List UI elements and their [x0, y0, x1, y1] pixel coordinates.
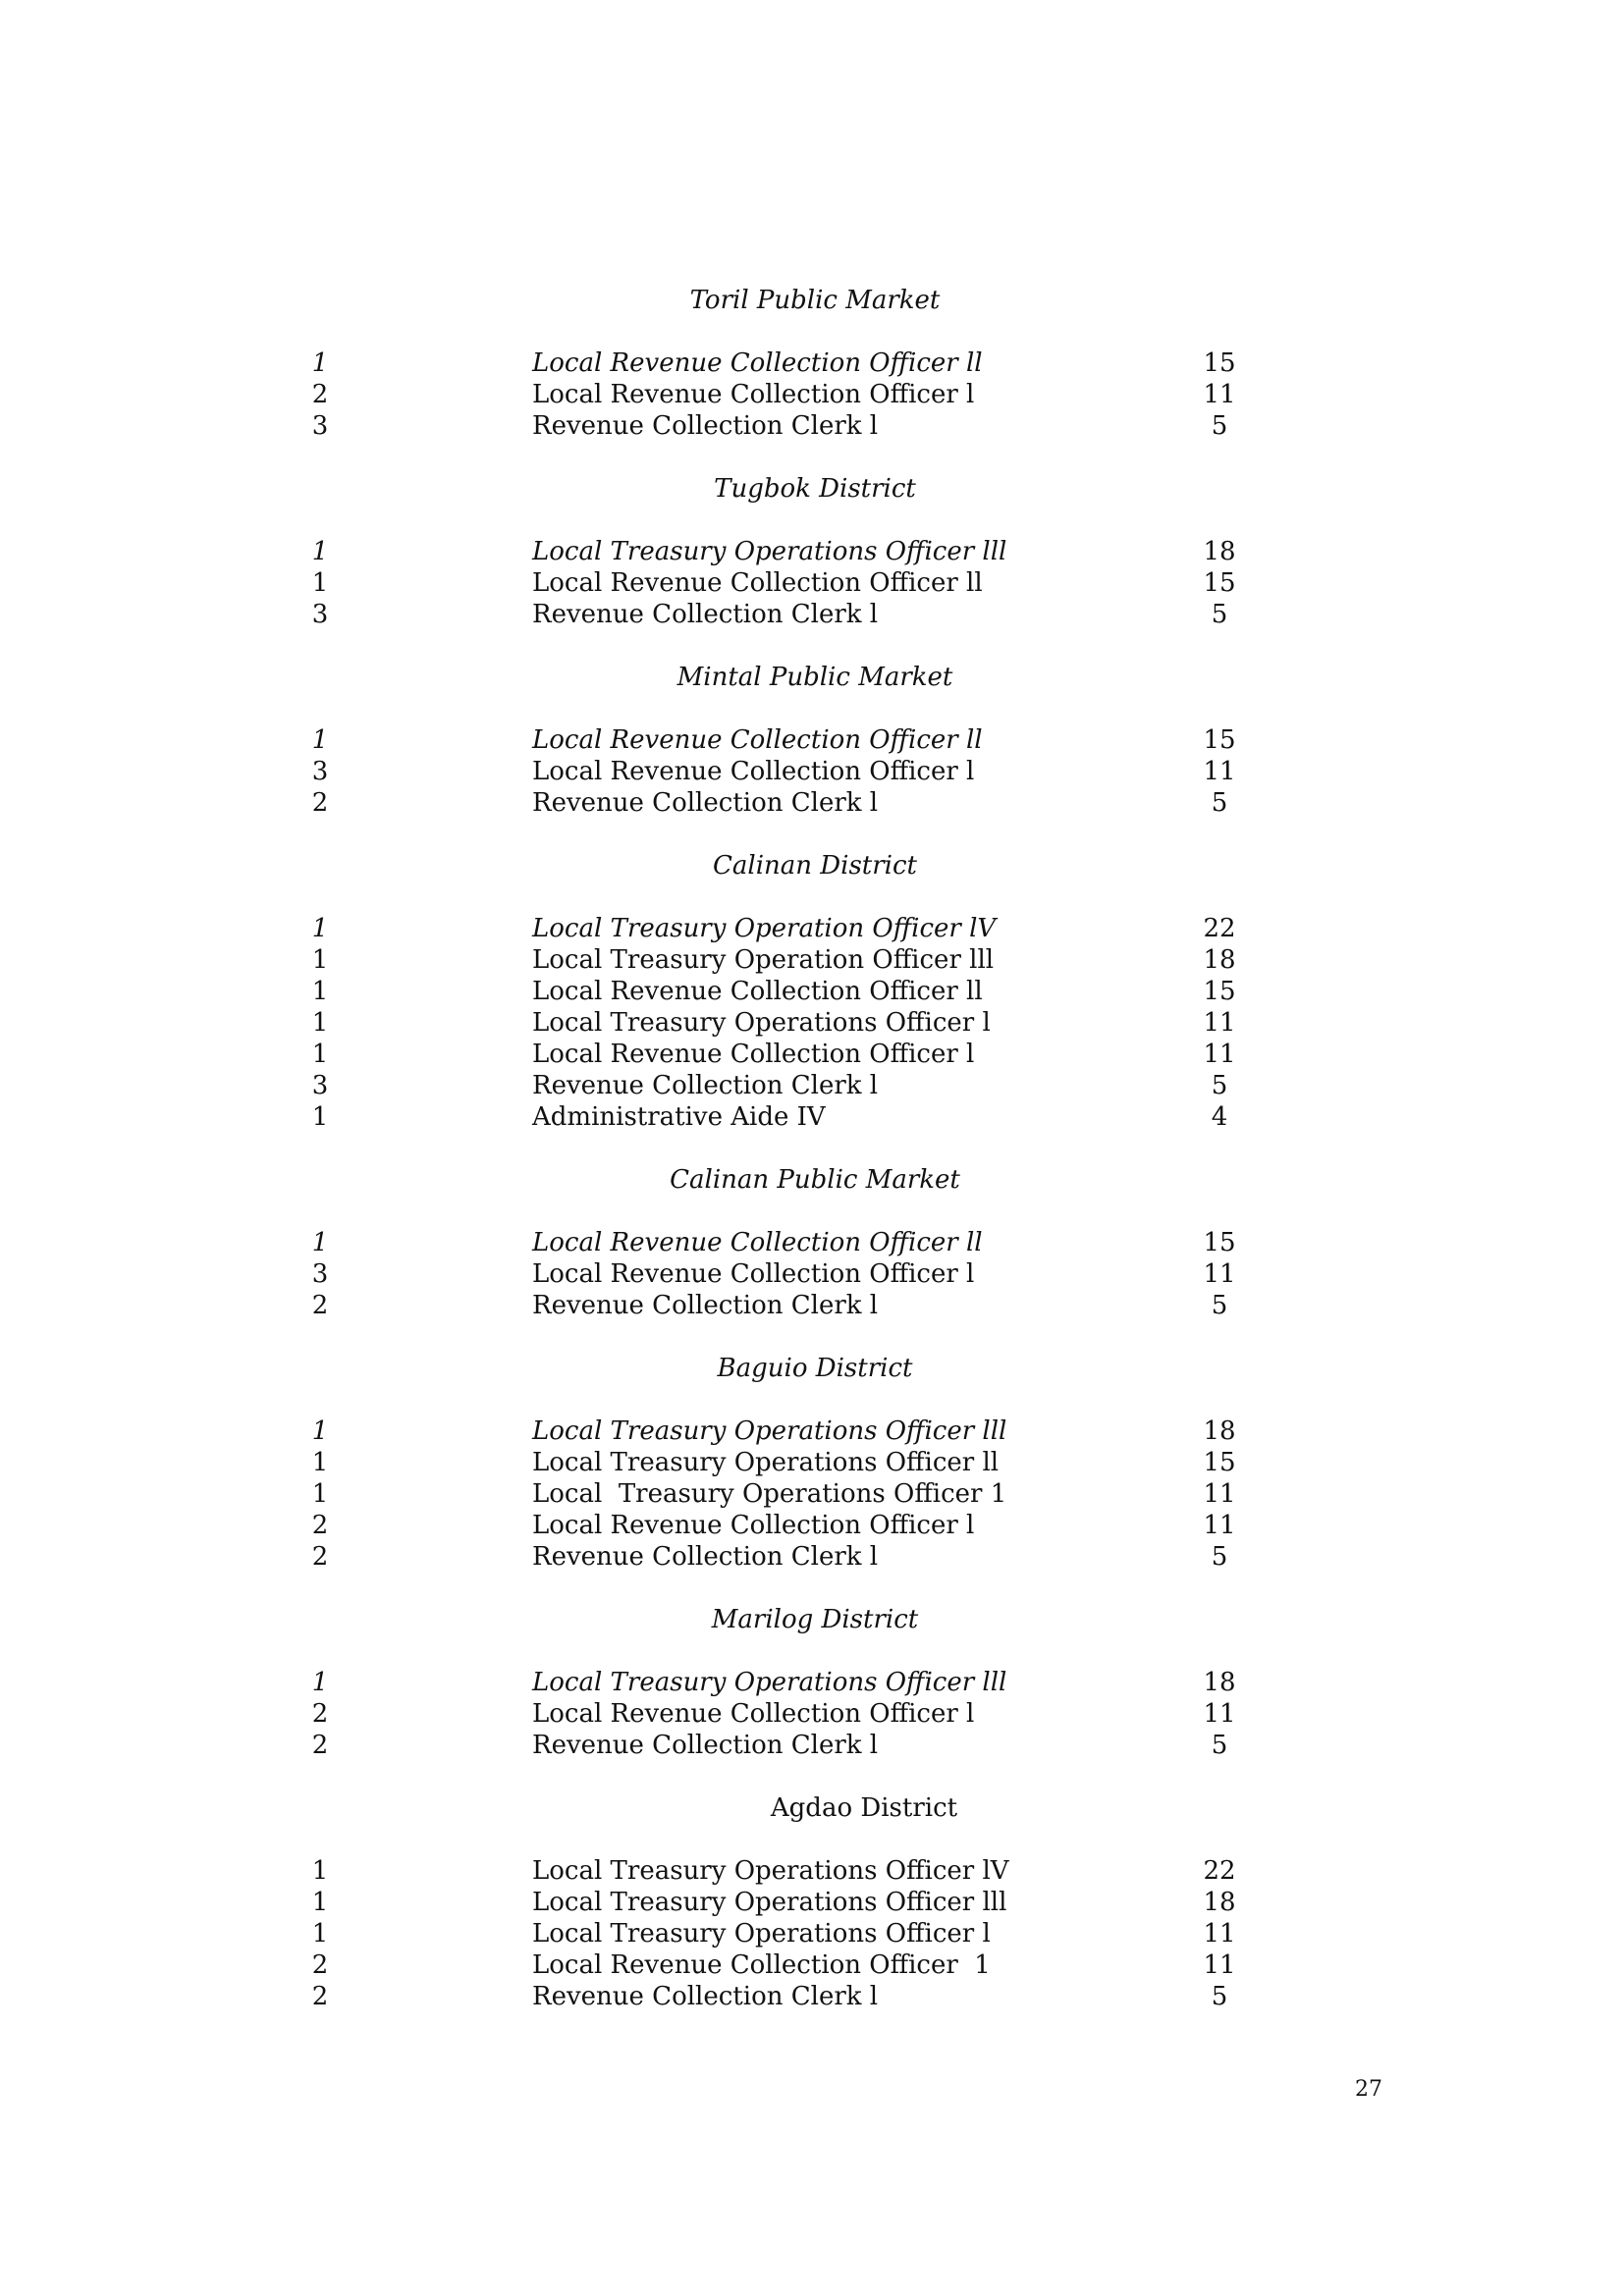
salary-grade: 11: [1203, 1919, 1236, 1949]
position-row: [295, 944, 1276, 976]
section-heading: Baguio District: [717, 1354, 913, 1383]
position-quantity: 1: [311, 1040, 329, 1069]
position-title: Local Revenue Collection Officer ll: [532, 348, 983, 378]
position-quantity: 2: [311, 1950, 329, 1980]
position-title: Local Treasury Operations Officer lll: [532, 1888, 1007, 1917]
position-title: Local Revenue Collection Officer ll: [532, 568, 983, 598]
salary-grade: 18: [1203, 537, 1236, 566]
position-quantity: 2: [311, 1699, 329, 1729]
position-title: Local Treasury Operations Officer 1: [532, 1479, 1007, 1509]
position-quantity: 3: [311, 757, 329, 786]
position-title: Revenue Collection Clerk l: [532, 788, 879, 818]
office-section: [295, 1353, 1276, 1573]
position-row: [295, 1039, 1276, 1070]
salary-grade: 5: [1211, 1731, 1228, 1760]
position-quantity: 2: [311, 380, 329, 409]
position-quantity: 2: [311, 1982, 329, 2011]
position-title: Local Treasury Operations Officer lll: [532, 537, 1007, 566]
position-quantity: 1: [311, 568, 329, 598]
position-row: [295, 1981, 1276, 2012]
position-row: [295, 536, 1276, 567]
position-title: Local Treasury Operations Officer l: [532, 1919, 991, 1949]
salary-grade: 5: [1211, 1071, 1228, 1100]
position-quantity: 1: [311, 1668, 329, 1697]
position-quantity: 1: [311, 725, 329, 755]
position-quantity: 1: [311, 1856, 329, 1886]
position-quantity: 1: [311, 1448, 329, 1477]
salary-grade: 11: [1203, 1511, 1236, 1540]
position-row: [295, 410, 1276, 442]
position-row: [295, 347, 1276, 379]
salary-grade: 15: [1203, 977, 1236, 1006]
position-title: Local Treasury Operations Officer l: [532, 1008, 991, 1038]
position-row: [295, 1290, 1276, 1321]
section-heading: Agdao District: [770, 1793, 958, 1823]
position-list: [295, 724, 1276, 819]
page-number: 27: [1355, 2077, 1382, 2102]
position-row: [295, 1887, 1276, 1918]
position-title: Local Revenue Collection Officer l: [532, 1699, 975, 1729]
position-quantity: 2: [311, 1291, 329, 1320]
salary-grade: 11: [1203, 1699, 1236, 1729]
position-row: [295, 1101, 1276, 1133]
salary-grade: 15: [1203, 1448, 1236, 1477]
position-quantity: 2: [311, 1542, 329, 1572]
position-row: [295, 1478, 1276, 1510]
salary-grade: 4: [1211, 1102, 1228, 1132]
section-heading: Toril Public Market: [689, 286, 941, 315]
office-section: [295, 1604, 1276, 1761]
position-quantity: 1: [311, 537, 329, 566]
staffing-list: [295, 285, 1276, 2044]
salary-grade: 5: [1211, 1542, 1228, 1572]
position-title: Local Treasury Operations Officer ll: [532, 1448, 1000, 1477]
position-title: Revenue Collection Clerk l: [532, 411, 879, 441]
position-quantity: 1: [311, 1008, 329, 1038]
position-title: Administrative Aide IV: [532, 1102, 826, 1132]
salary-grade: 18: [1203, 1416, 1236, 1446]
position-quantity: 1: [311, 1228, 329, 1257]
position-quantity: 3: [311, 1259, 329, 1289]
position-quantity: 1: [311, 1888, 329, 1917]
position-quantity: 1: [311, 1479, 329, 1509]
office-section: [295, 1164, 1276, 1321]
position-title: Local Treasury Operation Officer lV: [532, 914, 997, 943]
position-list: [295, 536, 1276, 630]
salary-grade: 11: [1203, 1950, 1236, 1980]
position-title: Revenue Collection Clerk l: [532, 1542, 879, 1572]
position-list: [295, 1855, 1276, 2012]
position-row: [295, 1510, 1276, 1541]
salary-grade: 15: [1203, 568, 1236, 598]
position-title: Local Treasury Operations Officer lV: [532, 1856, 1009, 1886]
position-row: [295, 1227, 1276, 1258]
salary-grade: 5: [1211, 1291, 1228, 1320]
salary-grade: 11: [1203, 1040, 1236, 1069]
position-row: [295, 1007, 1276, 1039]
position-title: Local Revenue Collection Officer l: [532, 757, 975, 786]
position-title: Local Revenue Collection Officer 1: [532, 1950, 991, 1980]
position-list: [295, 913, 1276, 1133]
position-row: [295, 379, 1276, 410]
position-title: Local Treasury Operations Officer lll: [532, 1416, 1007, 1446]
position-quantity: 1: [311, 348, 329, 378]
position-row: [295, 599, 1276, 630]
office-section: [295, 1792, 1276, 2012]
salary-grade: 22: [1203, 914, 1236, 943]
office-section: [295, 473, 1276, 630]
position-quantity: 1: [311, 1416, 329, 1446]
position-list: [295, 1415, 1276, 1573]
position-title: Local Revenue Collection Officer l: [532, 1259, 975, 1289]
position-quantity: 3: [311, 411, 329, 441]
position-title: Local Revenue Collection Officer l: [532, 1040, 975, 1069]
position-quantity: 2: [311, 788, 329, 818]
position-row: [295, 1667, 1276, 1698]
salary-grade: 5: [1211, 411, 1228, 441]
section-heading: Tugbok District: [714, 474, 916, 504]
position-row: [295, 787, 1276, 819]
salary-grade: 18: [1203, 1888, 1236, 1917]
salary-grade: 15: [1203, 348, 1236, 378]
position-title: Local Revenue Collection Officer l: [532, 380, 975, 409]
position-title: Local Revenue Collection Officer l: [532, 1511, 975, 1540]
position-title: Revenue Collection Clerk l: [532, 1071, 879, 1100]
position-quantity: 1: [311, 1102, 329, 1132]
position-title: Local Revenue Collection Officer ll: [532, 725, 983, 755]
position-row: [295, 1698, 1276, 1730]
salary-grade: 22: [1203, 1856, 1236, 1886]
position-quantity: 2: [311, 1731, 329, 1760]
position-list: [295, 1227, 1276, 1321]
position-title: Local Treasury Operation Officer lll: [532, 945, 995, 975]
salary-grade: 11: [1203, 1008, 1236, 1038]
position-row: [295, 976, 1276, 1007]
position-title: Local Revenue Collection Officer ll: [532, 977, 983, 1006]
section-heading: Calinan District: [713, 851, 917, 881]
position-quantity: 1: [311, 1919, 329, 1949]
position-row: [295, 724, 1276, 756]
position-row: [295, 1070, 1276, 1101]
salary-grade: 5: [1211, 788, 1228, 818]
office-section: [295, 285, 1276, 442]
salary-grade: 18: [1203, 1668, 1236, 1697]
position-row: [295, 1415, 1276, 1447]
salary-grade: 11: [1203, 757, 1236, 786]
office-section: [295, 850, 1276, 1133]
position-row: [295, 1730, 1276, 1761]
salary-grade: 11: [1203, 1479, 1236, 1509]
salary-grade: 5: [1211, 600, 1228, 629]
salary-grade: 11: [1203, 1259, 1236, 1289]
office-section: [295, 662, 1276, 819]
position-row: [295, 1541, 1276, 1573]
position-title: Revenue Collection Clerk l: [532, 1982, 879, 2011]
salary-grade: 18: [1203, 945, 1236, 975]
salary-grade: 15: [1203, 725, 1236, 755]
section-heading: Mintal Public Market: [676, 663, 953, 692]
position-row: [295, 567, 1276, 599]
section-heading: Calinan Public Market: [670, 1165, 960, 1195]
position-list: [295, 1667, 1276, 1761]
position-title: Local Revenue Collection Officer ll: [532, 1228, 983, 1257]
position-row: [295, 1447, 1276, 1478]
position-quantity: 1: [311, 945, 329, 975]
position-quantity: 1: [311, 977, 329, 1006]
position-quantity: 3: [311, 1071, 329, 1100]
salary-grade: 15: [1203, 1228, 1236, 1257]
position-title: Revenue Collection Clerk l: [532, 600, 879, 629]
position-row: [295, 756, 1276, 787]
position-row: [295, 1949, 1276, 1981]
position-row: [295, 913, 1276, 944]
salary-grade: 11: [1203, 380, 1236, 409]
position-row: [295, 1855, 1276, 1887]
position-title: Local Treasury Operations Officer lll: [532, 1668, 1007, 1697]
position-title: Revenue Collection Clerk l: [532, 1731, 879, 1760]
position-quantity: 2: [311, 1511, 329, 1540]
position-title: Revenue Collection Clerk l: [532, 1291, 879, 1320]
position-row: [295, 1258, 1276, 1290]
position-quantity: 1: [311, 914, 329, 943]
position-quantity: 3: [311, 600, 329, 629]
section-heading: Marilog District: [711, 1605, 919, 1634]
salary-grade: 5: [1211, 1982, 1228, 2011]
position-row: [295, 1918, 1276, 1949]
position-list: [295, 347, 1276, 442]
